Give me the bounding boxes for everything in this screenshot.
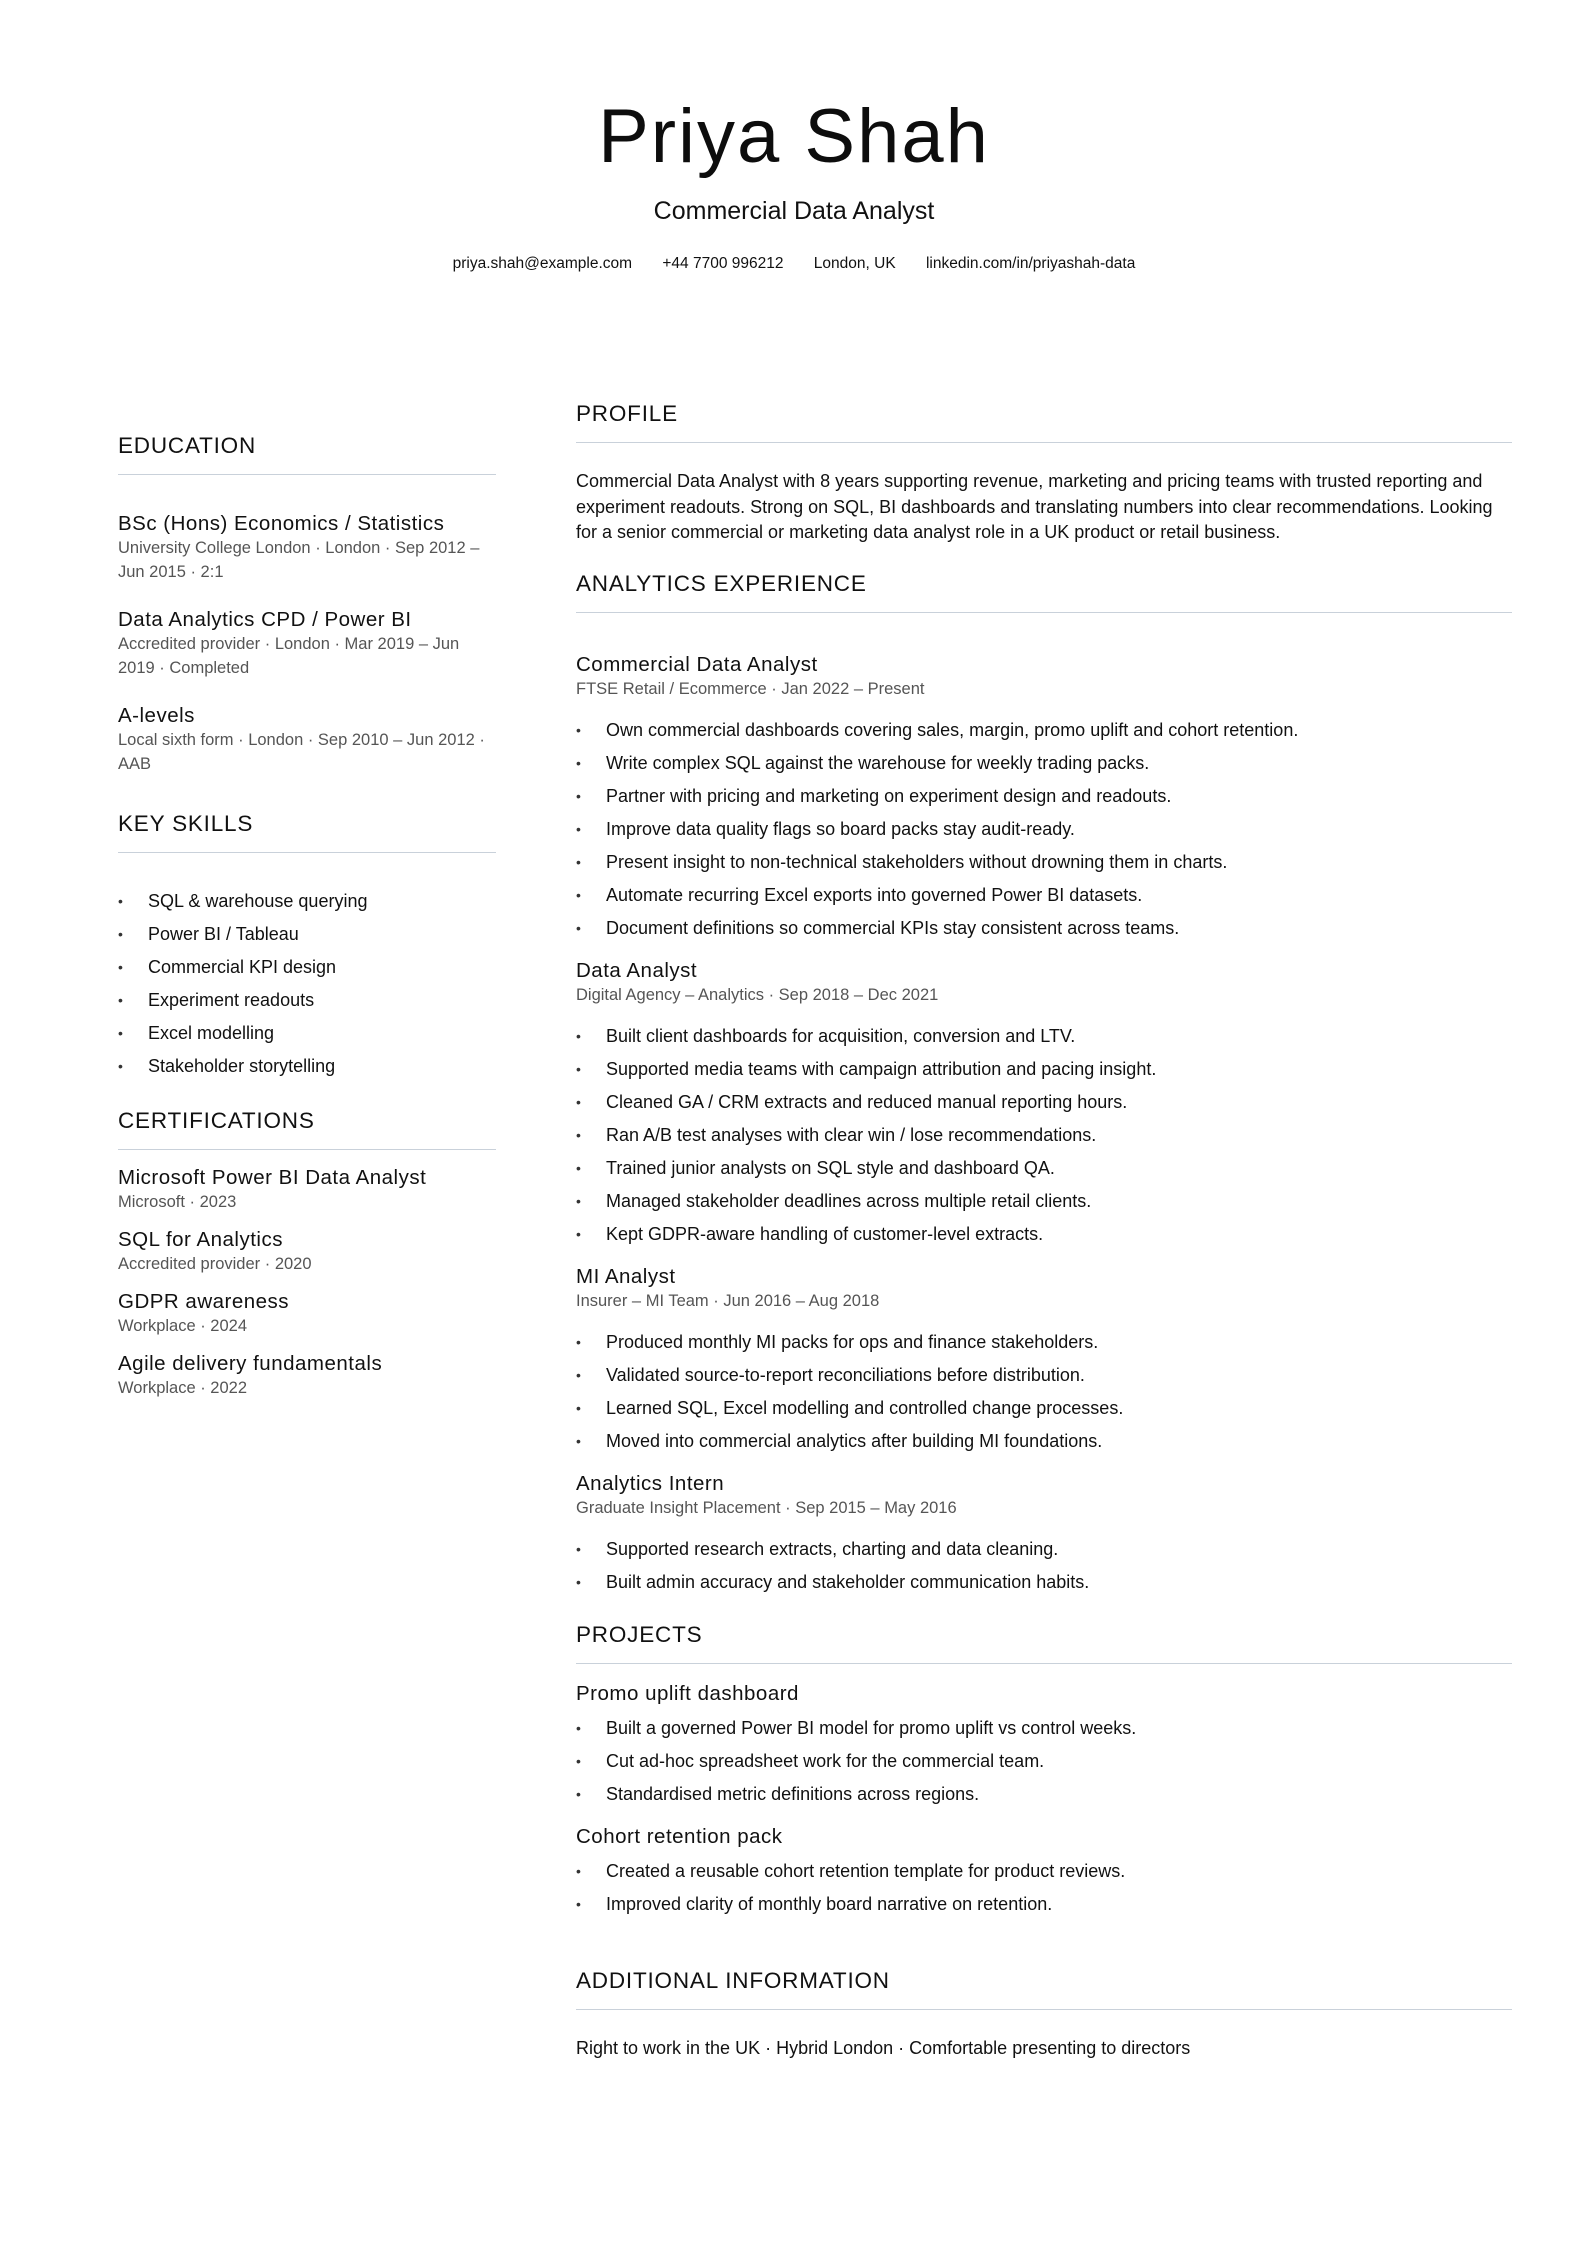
profile-section — [576, 400, 1512, 546]
project-entry — [576, 1682, 1512, 1811]
job-bullet: • Automate recurring Excel exports into governed Power BI datasets. — [576, 884, 1143, 905]
job-bullet: • Supported research extracts, charting and data cleaning. — [576, 1538, 1059, 1559]
certification-sub: Microsoft · 2023 — [118, 1193, 237, 1211]
project-bullet: • Standardised metric definitions across regions. — [576, 1783, 980, 1804]
certifications-section — [118, 1107, 496, 1400]
job-entry — [576, 1265, 1512, 1458]
certification-title: SQL for Analytics — [118, 1228, 283, 1251]
section-title-additional: ADDITIONAL INFORMATION — [576, 1967, 1512, 2010]
certification-item — [118, 1228, 496, 1276]
job-bullet: • Managed stakeholder deadlines across multiple retail clients. — [576, 1190, 1092, 1211]
contact-line — [0, 254, 1588, 274]
education-sub: University College London · London · Sep 2012 – Jun 2015 · 2:1 — [118, 539, 480, 581]
job-bullet: • Trained junior analysts on SQL style and dashboard QA. — [576, 1157, 1055, 1178]
project-bullets — [576, 1855, 1512, 1921]
certification-item — [118, 1166, 496, 1214]
job-bullets — [576, 1020, 1512, 1251]
job-bullet: • Moved into commercial analytics after building MI foundations. — [576, 1430, 1103, 1451]
contact-email[interactable]: priya.shah@example.com — [452, 255, 633, 272]
project-entry — [576, 1825, 1512, 1921]
skill-item: • Experiment readouts — [118, 990, 315, 1010]
job-bullet: • Learned SQL, Excel modelling and controlled change processes. — [576, 1397, 1124, 1418]
education-title: Data Analytics CPD / Power BI — [118, 608, 412, 631]
education-section — [118, 432, 496, 776]
projects-section — [576, 1621, 1512, 1921]
job-bullet: • Present insight to non-technical stakeholders without drowning them in charts. — [576, 851, 1228, 872]
job-bullet: • Built admin accuracy and stakeholder communication habits. — [576, 1571, 1090, 1592]
job-bullet: • Kept GDPR-aware handling of customer-level extracts. — [576, 1223, 1044, 1244]
project-bullet: • Built a governed Power BI model for promo uplift vs control weeks. — [576, 1717, 1137, 1738]
job-bullets — [576, 1326, 1512, 1458]
skill-item: • Commercial KPI design — [118, 957, 337, 977]
job-bullet: • Own commercial dashboards covering sales, margin, promo uplift and cohort retention. — [576, 719, 1299, 740]
project-title: Cohort retention pack — [576, 1824, 783, 1848]
job-bullet: • Validated source-to-report reconciliations before distribution. — [576, 1364, 1085, 1385]
job-title: Commercial Data Analyst — [576, 652, 818, 676]
section-title-projects: PROJECTS — [576, 1621, 1512, 1664]
certification-sub: Workplace · 2022 — [118, 1379, 248, 1397]
education-title: BSc (Hons) Economics / Statistics — [118, 512, 445, 535]
section-title-profile: PROFILE — [576, 400, 1512, 443]
education-item — [118, 608, 496, 680]
job-title: MI Analyst — [576, 1264, 676, 1288]
additional-section — [576, 1967, 1512, 2062]
job-sub: FTSE Retail / Ecommerce · Jan 2022 – Present — [576, 679, 925, 698]
profile-summary: Commercial Data Analyst with 8 years supporting revenue, marketing and pricing teams with trusted reporting and experiment readouts. Strong on SQL, BI dashboards and translating numbers into clear recommendations. Looking for a senior commercial or marketing data analyst role in a UK product or retail business. — [576, 471, 1493, 542]
job-bullet: • Improve data quality flags so board packs stay audit-ready. — [576, 818, 1075, 839]
section-title-experience: ANALYTICS EXPERIENCE — [576, 570, 1512, 613]
skills-list — [118, 885, 496, 1083]
certification-item — [118, 1290, 496, 1338]
right-column — [576, 400, 1512, 2061]
project-bullet: • Improved clarity of monthly board narrative on retention. — [576, 1893, 1053, 1914]
skill-item: • Power BI / Tableau — [118, 924, 299, 944]
job-bullet: • Ran A/B test analyses with clear win / lose recommendations. — [576, 1124, 1097, 1145]
experience-section — [576, 570, 1512, 1599]
job-entry — [576, 1472, 1512, 1599]
job-bullet: • Supported media teams with campaign attribution and pacing insight. — [576, 1058, 1157, 1079]
candidate-headline: Commercial Data Analyst — [653, 197, 935, 225]
job-entry — [576, 653, 1512, 945]
job-bullets — [576, 1533, 1512, 1599]
candidate-name: Priya Shah — [598, 94, 990, 179]
left-column — [118, 432, 496, 1400]
job-bullets — [576, 714, 1512, 945]
education-sub: Accredited provider · London · Mar 2019 – Jun 2019 · Completed — [118, 635, 460, 677]
section-title-education: EDUCATION — [118, 432, 496, 475]
project-bullets — [576, 1712, 1512, 1811]
certification-title: Microsoft Power BI Data Analyst — [118, 1166, 427, 1189]
job-bullet: • Cleaned GA / CRM extracts and reduced manual reporting hours. — [576, 1091, 1128, 1112]
project-bullet: • Created a reusable cohort retention template for product reviews. — [576, 1860, 1126, 1881]
education-item — [118, 512, 496, 584]
job-bullet: • Produced monthly MI packs for ops and finance stakeholders. — [576, 1331, 1099, 1352]
additional-info: Right to work in the UK · Hybrid London · Comfortable presenting to directors — [576, 2037, 1191, 2058]
job-bullet: • Document definitions so commercial KPIs stay consistent across teams. — [576, 917, 1180, 938]
job-sub: Digital Agency – Analytics · Sep 2018 – Dec 2021 — [576, 985, 939, 1004]
skill-item: • Stakeholder storytelling — [118, 1056, 336, 1076]
certification-item — [118, 1352, 496, 1400]
contact-linkedin[interactable]: linkedin.com/in/priyashah-data — [925, 255, 1136, 272]
skill-item: • SQL & warehouse querying — [118, 891, 368, 911]
job-bullet: • Write complex SQL against the warehouse for weekly trading packs. — [576, 752, 1150, 773]
section-title-skills: KEY SKILLS — [118, 810, 496, 853]
skills-section — [118, 810, 496, 1083]
job-bullet: • Partner with pricing and marketing on experiment design and readouts. — [576, 785, 1172, 806]
skill-item: • Excel modelling — [118, 1023, 275, 1043]
project-title: Promo uplift dashboard — [576, 1681, 799, 1705]
job-bullet: • Built client dashboards for acquisition, conversion and LTV. — [576, 1025, 1076, 1046]
contact-location: London, UK — [813, 255, 896, 272]
certification-sub: Accredited provider · 2020 — [118, 1255, 312, 1273]
job-entry — [576, 959, 1512, 1251]
job-sub: Insurer – MI Team · Jun 2016 – Aug 2018 — [576, 1291, 880, 1310]
certification-title: GDPR awareness — [118, 1290, 290, 1313]
project-bullet: • Cut ad-hoc spreadsheet work for the commercial team. — [576, 1750, 1045, 1771]
certification-title: Agile delivery fundamentals — [118, 1352, 383, 1375]
education-title: A-levels — [118, 704, 195, 727]
job-sub: Graduate Insight Placement · Sep 2015 – May 2016 — [576, 1498, 957, 1517]
job-title: Data Analyst — [576, 958, 698, 982]
education-sub: Local sixth form · London · Sep 2010 – Jun 2012 · AAB — [118, 731, 485, 773]
job-title: Analytics Intern — [576, 1471, 725, 1495]
certification-sub: Workplace · 2024 — [118, 1317, 248, 1335]
contact-phone[interactable]: +44 7700 996212 — [662, 255, 784, 272]
section-title-certifications: CERTIFICATIONS — [118, 1107, 496, 1150]
education-item — [118, 704, 496, 776]
